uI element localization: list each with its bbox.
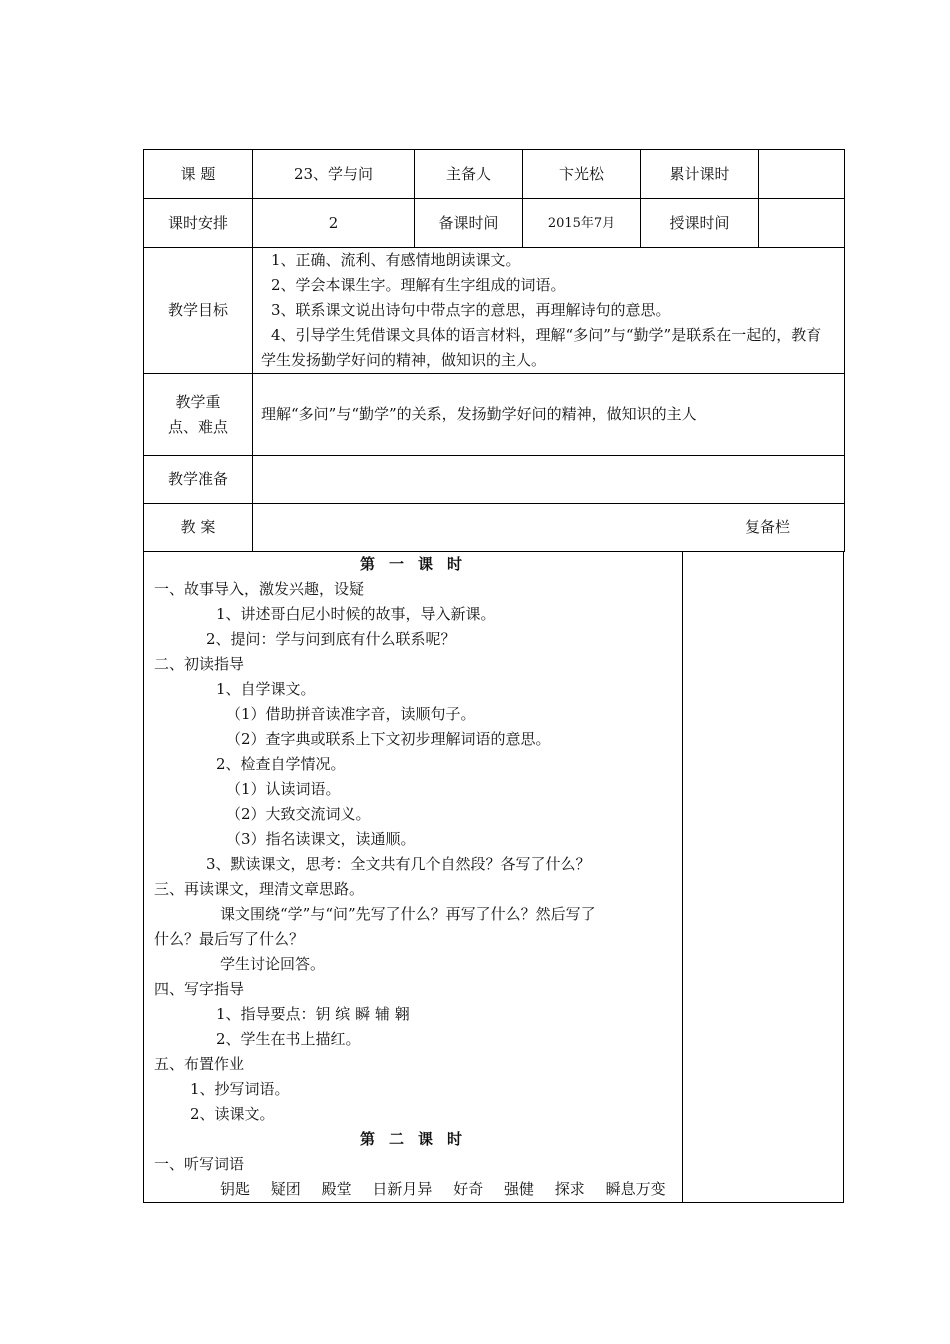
key-points-label-line2: 点、难点 [167, 417, 228, 436]
section-heading: 一、听写词语 [154, 1155, 245, 1173]
step-item: 2、读课文。 [190, 1105, 275, 1123]
sub-step-item: （3）指名读课文，读通顺。 [226, 830, 416, 848]
sub-step-item: （2）大致交流词义。 [226, 805, 371, 823]
word-item: 钥匙 [220, 1180, 251, 1198]
goal-item: 3、联系课文说出诗句中带点字的意思，再理解诗句的意思。 [271, 301, 671, 319]
goals-label: 教学目标 [144, 248, 253, 374]
sub-step-item: （1）认读词语。 [226, 780, 341, 798]
total-hours-label: 累计课时 [641, 150, 759, 199]
key-points-label-line1: 教学重 [175, 392, 221, 411]
lesson-plan-page [143, 149, 844, 1203]
word-list [154, 1177, 682, 1202]
section-heading: 五、布置作业 [154, 1055, 245, 1073]
section-heading: 二、初读指导 [154, 655, 245, 673]
prep-time-value: 2015年7月 [523, 199, 641, 248]
paragraph-line: 课文围绕“学”与“问”先写了什么？再写了什么？然后写了 [220, 905, 596, 923]
step-item: 2、学生在书上描红。 [216, 1030, 361, 1048]
goals-content [253, 248, 845, 374]
step-item: 1、抄写词语。 [190, 1080, 290, 1098]
word-item: 探求 [554, 1180, 585, 1198]
goal-item: 4、引导学生凭借课文具体的语言材料，理解“多问”与“勤学”是联系在一起的，教育学生发扬勤学好问的精神，做知识的主人。 [261, 326, 822, 369]
key-points-label [144, 374, 253, 456]
header-table [143, 149, 845, 552]
step-item: 1、指导要点：钥 缤 瞬 辅 翱 [216, 1005, 410, 1023]
step-item: 3、默读课文，思考：全文共有几个自然段？各写了什么？ [206, 855, 591, 873]
step-item: 1、自学课文。 [216, 680, 316, 698]
word-item: 好奇 [453, 1180, 484, 1198]
lesson-main-column [144, 552, 683, 1202]
word-item: 强健 [503, 1180, 534, 1198]
lesson-title-2: 第二课时 [359, 1130, 476, 1148]
prep-time-label: 备课时间 [415, 199, 523, 248]
lesson-title-1: 第一课时 [359, 555, 476, 573]
lesson-body [143, 552, 844, 1203]
step-item: 2、检查自学情况。 [216, 755, 346, 773]
goal-item: 2、学会本课生字。理解有生字组成的词语。 [271, 276, 566, 294]
word-item: 殿堂 [321, 1180, 352, 1198]
sub-step-item: （2）查字典或联系上下文初步理解词语的意思。 [226, 730, 551, 748]
word-item: 疑团 [270, 1180, 301, 1198]
sub-step-item: （1）借助拼音读准字音，读顺句子。 [226, 705, 476, 723]
section-heading: 四、写字指导 [154, 980, 245, 998]
preparer-value: 卞光松 [523, 150, 641, 199]
paragraph-line: 什么？最后写了什么？ [154, 930, 305, 948]
preparation-value [253, 456, 845, 504]
teach-time-value [759, 199, 845, 248]
preparation-label: 教学准备 [144, 456, 253, 504]
goal-item: 1、正确、流利、有感情地朗读课文。 [271, 251, 521, 269]
review-column-label: 复备栏 [253, 504, 845, 552]
step-item: 2、提问：学与问到底有什么联系呢？ [206, 630, 456, 648]
schedule-label: 课时安排 [144, 199, 253, 248]
paragraph-line: 学生讨论回答。 [220, 955, 326, 973]
teach-time-label: 授课时间 [641, 199, 759, 248]
topic-label: 课 题 [144, 150, 253, 199]
key-points-value: 理解“多问”与“勤学”的关系，发扬勤学好问的精神，做知识的主人 [253, 374, 845, 456]
plan-label: 教 案 [144, 504, 253, 552]
preparer-label: 主备人 [415, 150, 523, 199]
word-item: 瞬息万变 [605, 1180, 666, 1198]
word-item: 日新月异 [372, 1180, 433, 1198]
schedule-value: 2 [253, 199, 415, 248]
topic-value: 23、学与问 [253, 150, 415, 199]
step-item: 1、讲述哥白尼小时候的故事，导入新课。 [216, 605, 496, 623]
section-heading: 一、故事导入，激发兴趣，设疑 [154, 580, 365, 598]
total-hours-value [759, 150, 845, 199]
section-heading: 三、再读课文，理清文章思路。 [154, 880, 365, 898]
